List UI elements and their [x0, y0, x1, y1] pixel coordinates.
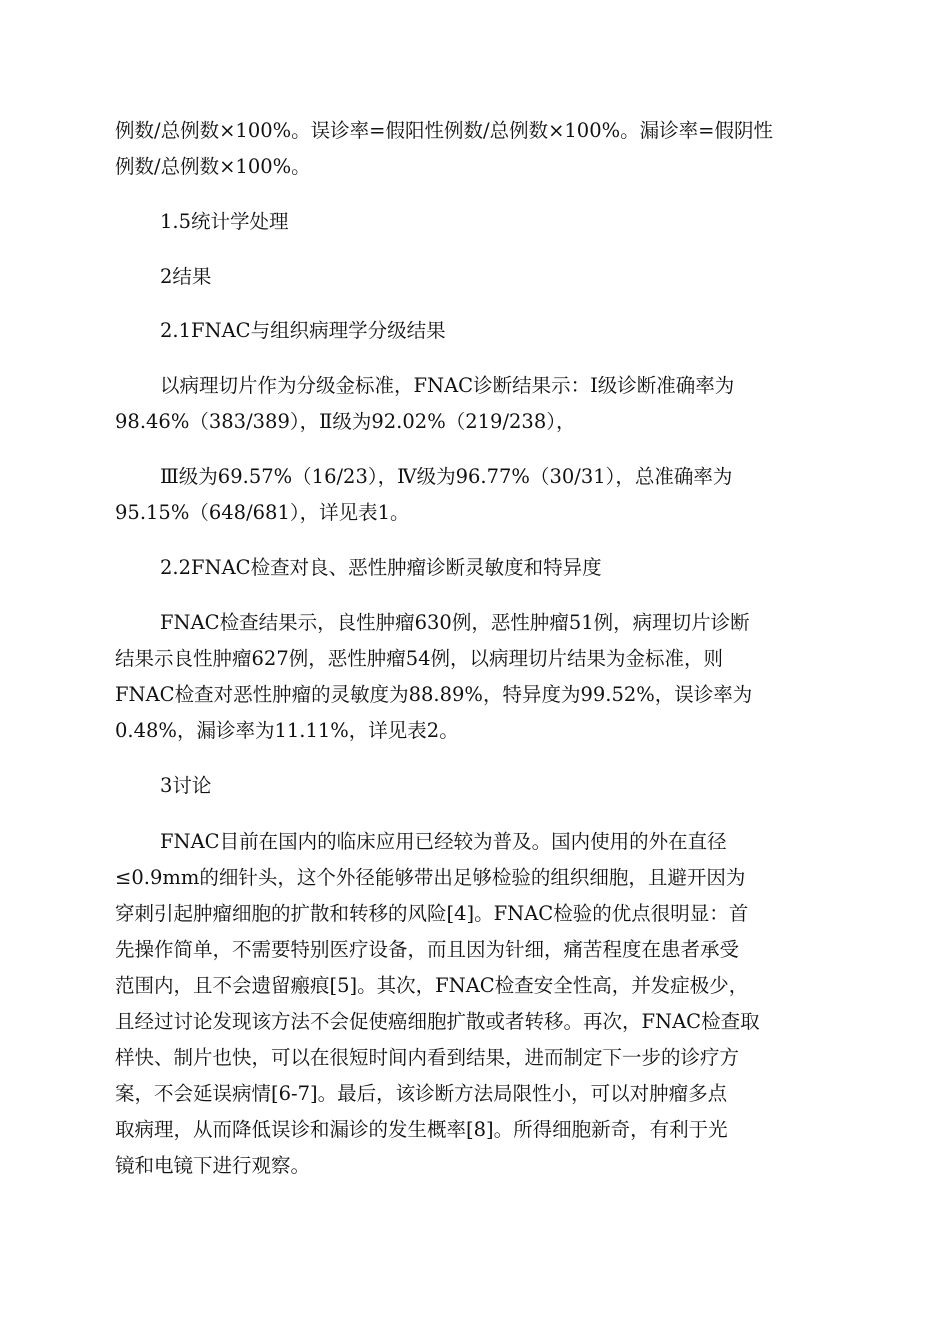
paragraph-line: 95.15%（648/681），详见表1。 — [115, 501, 410, 524]
paragraph-line: 范围内，且不会遗留瘢痕[5]。其次，FNAC检查安全性高，并发症极少， — [115, 974, 749, 997]
paragraph-line: ≤0.9mm的细针头，这个外径能够带出足够检验的组织细胞，且避开因为 — [115, 866, 746, 889]
paragraph-line: 以病理切片作为分级金标准，FNAC诊断结果示：Ⅰ级诊断准确率为 — [160, 374, 735, 397]
paragraph-line: FNAC目前在国内的临床应用已经较为普及。国内使用的外在直径 — [160, 830, 727, 853]
paragraph-line: 案，不会延误病情[6-7]。最后，该诊断方法局限性小，可以对肿瘤多点 — [115, 1082, 728, 1105]
section-heading: 3讨论 — [160, 774, 212, 797]
paragraph-line: 例数/总例数×100%。误诊率=假阳性例数/总例数×100%。漏诊率=假阴性 — [115, 119, 773, 142]
paragraph-line: 结果示良性肿瘤627例，恶性肿瘤54例，以病理切片结果为金标准，则 — [115, 647, 724, 670]
paragraph-line: FNAC检查对恶性肿瘤的灵敏度为88.89%，特异度为99.52%，误诊率为 — [115, 683, 753, 706]
paragraph-line: FNAC检查结果示，良性肿瘤630例，恶性肿瘤51例，病理切片诊断 — [160, 611, 750, 634]
paragraph-line: 0.48%，漏诊率为11.11%，详见表2。 — [115, 719, 459, 742]
subsection-heading: 2.2FNAC检查对良、恶性肿瘤诊断灵敏度和特异度 — [160, 556, 602, 579]
paragraph-line: 先操作简单，不需要特别医疗设备，而且因为针细，痛苦程度在患者承受 — [115, 938, 740, 961]
section-heading: 2结果 — [160, 265, 212, 288]
paragraph-line: 穿刺引起肿瘤细胞的扩散和转移的风险[4]。FNAC检验的优点很明显：首 — [115, 902, 749, 925]
paragraph-line: 取病理，从而降低误诊和漏诊的发生概率[8]。所得细胞新奇，有利于光 — [115, 1118, 728, 1141]
paragraph-line: 98.46%（383/389），Ⅱ级为92.02%（219/238）， — [115, 410, 576, 433]
section-heading: 1.5统计学处理 — [160, 210, 289, 233]
paragraph-line: 例数/总例数×100%。 — [115, 155, 311, 178]
paragraph-line: 样快、制片也快，可以在很短时间内看到结果，进而制定下一步的诊疗方 — [115, 1046, 740, 1069]
paragraph-line: Ⅲ级为69.57%（16/23），Ⅳ级为96.77%（30/31），总准确率为 — [160, 465, 733, 488]
subsection-heading: 2.1FNAC与组织病理学分级结果 — [160, 319, 446, 342]
paragraph-line: 且经过讨论发现该方法不会促使癌细胞扩散或者转移。再次，FNAC检查取 — [115, 1010, 760, 1033]
paragraph-line: 镜和电镜下进行观察。 — [115, 1154, 311, 1177]
